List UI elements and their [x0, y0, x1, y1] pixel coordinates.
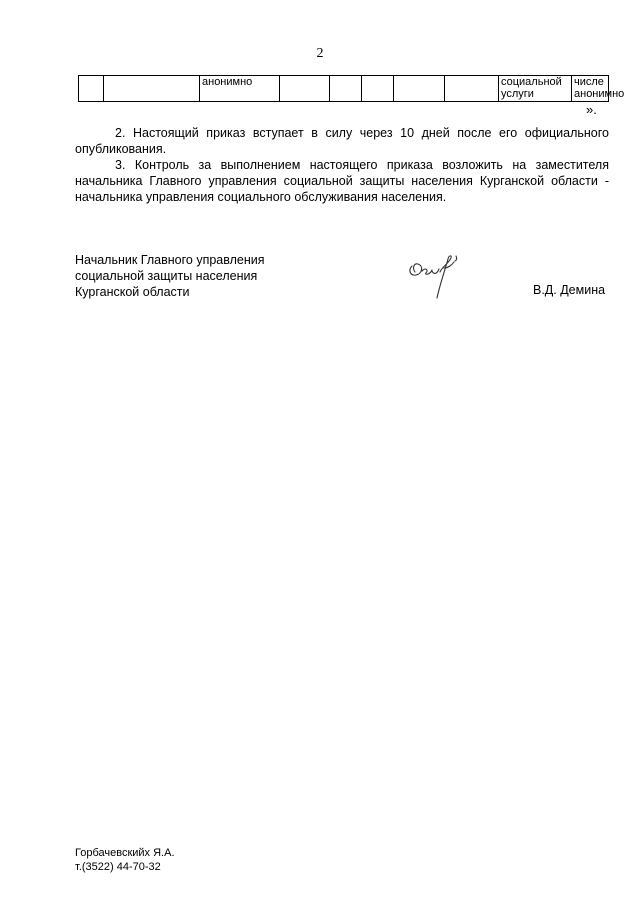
- table-cell: [79, 76, 104, 102]
- executor-phone: т.(3522) 44-70-32: [75, 861, 161, 873]
- table-cell: социальной услуги: [499, 76, 572, 102]
- page-number: 2: [316, 46, 324, 61]
- signatory-title-line: Начальник Главного управления: [75, 253, 265, 267]
- table-row: [79, 76, 609, 102]
- table-cell: [330, 76, 362, 102]
- continued-table: [78, 75, 625, 102]
- signatory-title: [75, 252, 265, 300]
- table-cell: числе анонимно: [572, 76, 609, 102]
- table-cell: анонимно: [200, 76, 280, 102]
- signatory-title-line: Курганской области: [75, 285, 190, 299]
- signatory-title-line: социальной защиты населения: [75, 269, 258, 283]
- paragraph-3: 3. Контроль за выполнением настоящего приказа возложить на заместителя начальника Главного управления социальной защиты населения Курганской области - начальника управления социального обслуживания населения.: [75, 158, 609, 204]
- table-cell: [445, 76, 499, 102]
- table-cell: [394, 76, 445, 102]
- table-cell: [362, 76, 394, 102]
- executor-name: Горбачевскийх Я.А.: [75, 847, 175, 859]
- table-cell: [104, 76, 200, 102]
- executor-info: [75, 846, 175, 874]
- signatory-name: В.Д. Демина: [533, 283, 606, 297]
- closing-quote: ».: [586, 102, 597, 117]
- paragraph-2: 2. Настоящий приказ вступает в силу через 10 дней после его официального опубликования.: [75, 126, 609, 156]
- handwritten-signature: [404, 252, 470, 304]
- table-cell: [280, 76, 330, 102]
